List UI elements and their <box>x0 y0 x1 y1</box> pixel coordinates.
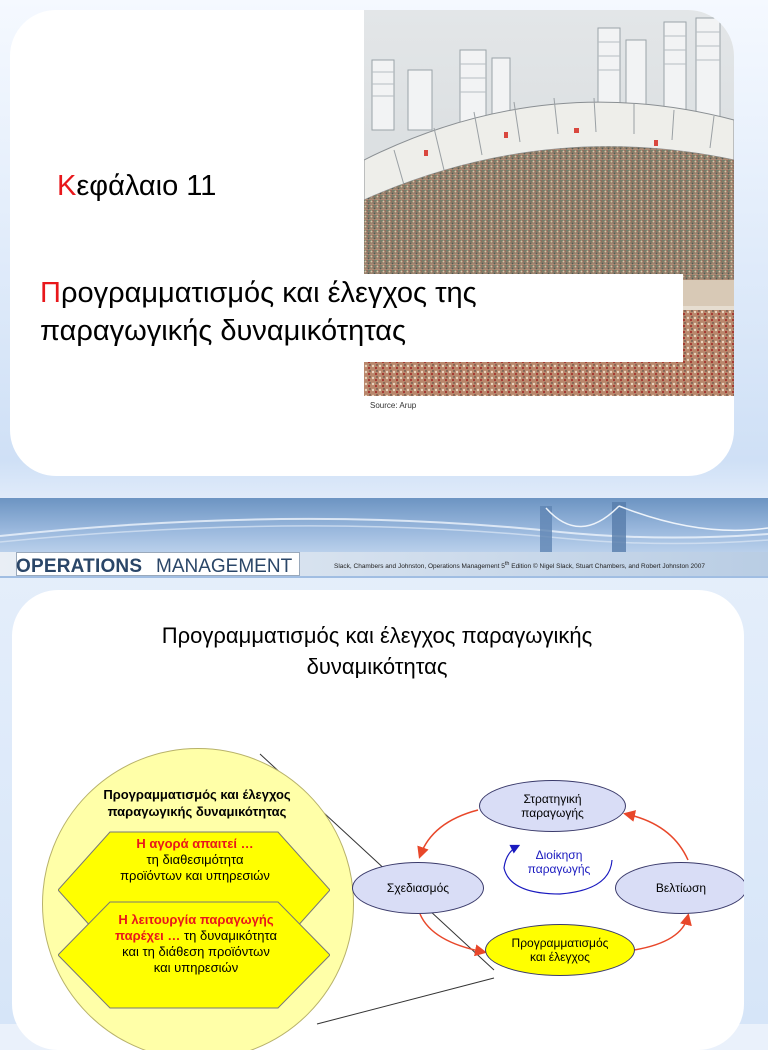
credit-pre: Slack, Chambers and Johnston, Operations Management 5 <box>334 563 505 571</box>
copyright-credit <box>334 561 705 570</box>
arrow-design-to-planning <box>420 914 484 952</box>
diagram-slide <box>12 590 744 1050</box>
market-line2: τη διαθεσιμότητα <box>146 852 244 867</box>
slide-title <box>40 274 683 362</box>
design-label: Σχεδιασμός <box>386 881 450 895</box>
slide-title-line2: παραγωγικής δυναμικότητας <box>40 315 407 347</box>
title-first-letter: Π <box>40 277 61 309</box>
improvement-label: Βελτίωση <box>655 881 707 895</box>
node-production-strategy <box>479 780 626 832</box>
diagram-title-line1: Προγραμματισμός και έλεγχος παραγωγικής <box>161 623 593 648</box>
slide-title-line1 <box>40 274 673 312</box>
diagram-title-line2: δυναμικότητας <box>306 654 448 679</box>
title-slide <box>10 10 734 476</box>
ops-red-line1: Η λειτουργία παραγωγής <box>118 912 274 927</box>
node-design <box>352 862 484 914</box>
market-line3: προϊόντων και υπηρεσιών <box>120 868 270 883</box>
planning-line2: και έλεγχος <box>530 950 590 964</box>
chapter-heading <box>57 167 216 205</box>
strategy-line2: παραγωγής <box>521 806 584 820</box>
arrow-improvement-to-strategy <box>626 814 688 860</box>
circle-title-line2: παραγωγικής δυναμικότητας <box>107 804 287 819</box>
node-planning-and-control <box>485 924 635 976</box>
ops-line2-rest: τη δυναμικότητα <box>180 928 277 943</box>
center-line1: Διοίκηση <box>535 848 583 862</box>
title-line1-text: ρογραμματισμός και έλεγχος της <box>60 277 477 309</box>
node-improvement <box>615 862 744 914</box>
center-line2: παραγωγής <box>527 862 591 876</box>
cycle-arrows <box>12 590 744 1050</box>
credit-sup: th <box>504 561 510 567</box>
center-label <box>505 848 613 876</box>
chapter-first-letter: Κ <box>57 170 77 202</box>
arrow-strategy-to-design <box>420 810 478 856</box>
strategy-line1: Στρατηγική <box>523 792 582 806</box>
brand-operations: OPERATIONS <box>16 556 143 577</box>
ops-red-line2: παρέχει … <box>115 928 181 943</box>
market-demand-label: Η αγορά απαιτεί … <box>136 836 254 851</box>
credit-post: Edition © Nigel Slack, Stuart Chambers, and Robert Johnston 2007 <box>509 563 705 571</box>
brand-management: MANAGEMENT <box>156 556 293 577</box>
photo-source: Source: Arup <box>370 401 417 410</box>
ops-line3: και τη διάθεση προϊόντων <box>122 944 270 959</box>
ops-line4: και υπηρεσιών <box>153 960 239 975</box>
circle-title-line1: Προγραμματισμός και έλεγχος <box>103 787 291 802</box>
chapter-heading-text: εφάλαιο 11 <box>76 170 217 202</box>
arrow-planning-to-improvement <box>634 916 688 950</box>
planning-line1: Προγραμματισμός <box>511 936 609 950</box>
